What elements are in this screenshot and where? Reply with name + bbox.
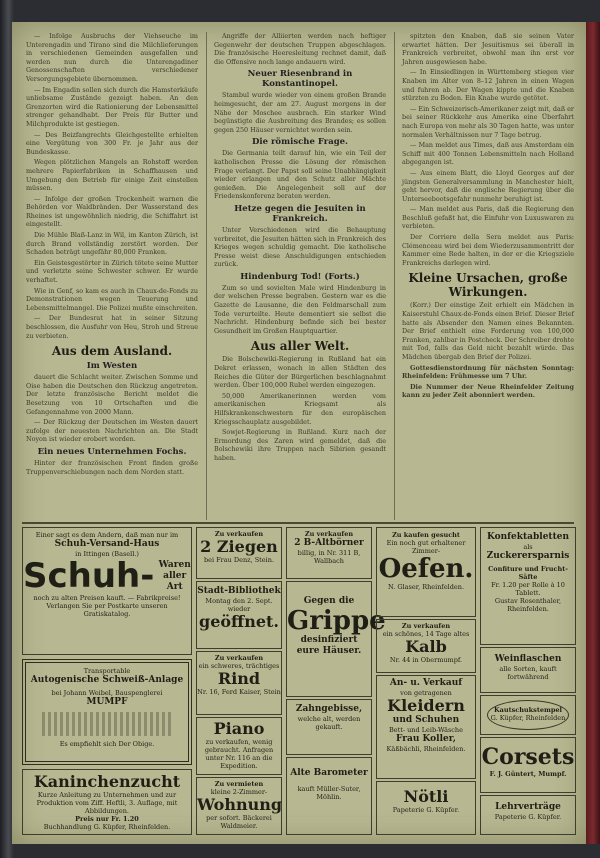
ad-text: Buchhandlung G. Küpfer, Rheinfelden. (43, 823, 171, 831)
article-text: spitzten den Knaben, daß sie seinen Vater erwartet hätten. Der Jesuitismus sei überall in Frankreich verbreitet, obwohl man ihn erst vor Jahren ausgewiesen habe. (402, 32, 574, 66)
ad-text: Frau Koller, (396, 734, 456, 744)
article-text: — Man meldet aus Paris, daß die Regierung den Beschluß gefaßt hat, die Einfuhr von Luxuswaren zu verbieten. (402, 205, 574, 231)
ad-text: F. J. Güntert, Mumpf. (489, 770, 567, 778)
ad-text: in Ittingen (Basell.) (75, 550, 139, 558)
ad-text: kauft Müller-Suter, Möhlin. (297, 785, 361, 801)
ad-text: Gustav Rosenthaler, Rheinfelden. (494, 597, 562, 613)
article-text: Unter Verschiedenen wird die Behauptung verbreitet, die Jesuiten hätten sich in Frankreich des Krieges wegen schuldig gemacht. Die katholische Presse weist diese Anschuldigungen entschieden zurück. (214, 225, 386, 269)
article-text: — Im Engadin sollen sich durch die Hamsterkäufe unliebsame Zustände gezeigt haben. An den Grenzorten wird die Rationierung der Lebensmittel strenger gehandhabt. Der Preis für Butter und Milchprodukte ist gestiegen. (26, 85, 198, 128)
ad-text: desinfiziert (300, 635, 358, 645)
subheading: Hindenburg Tod! (Forts.) (240, 271, 360, 282)
ad-stadt-bibliothek (196, 581, 282, 649)
ad-text: aller Art (163, 570, 187, 592)
book-cover-edge (586, 22, 600, 844)
article-text: — Infolge der großen Trockenheit warnen die Behörden vor Waldbränden. Der Wasserstand des Rheines ist ungewöhnlich niedrig, die Schiffahrt ist eingestellt. (26, 194, 198, 229)
ad-text: An- u. Verkauf (389, 678, 463, 688)
ad-text: Zu kaufen gesucht (392, 531, 460, 539)
article-text: — Ein Schweizerisch-Amerikaner zeigt mit, daß er bei seiner Rückkehr aus Amerika eine Überfahrt nach Europa von mehr als 30 Tagen hatte, was unter normalen Verhältnissen nur 7 Tage betrug. (402, 104, 574, 139)
ad-lehrvertraege (480, 795, 576, 835)
ad-title: Schuh- (23, 556, 155, 596)
ad-text: bei Johann Weibel, Bauspenglerei (51, 689, 163, 697)
ad-kaninchenzucht (22, 769, 192, 835)
ad-text: Es empfiehlt sich Der Obige. (59, 740, 155, 748)
ad-text: Kurze Anleitung zu Unternehmen und zur Produktion vom Ziff. Heftli, 3. Auflage, mit Abbildungen. (36, 791, 178, 815)
ad-text: Nr. 16, Ferd Kaiser, Stein (197, 688, 281, 696)
advertisements (22, 527, 578, 837)
ad-title: Grippe (287, 606, 386, 636)
ad-text: per sofort. Bäckerei Waldmeier. (206, 814, 272, 830)
ad-title: Rind (217, 669, 261, 688)
ad-text: N. Glaser, Rheinfelden. (387, 583, 465, 591)
subheading: Die römische Frage. (251, 137, 349, 148)
ad-title: geöffnet. (199, 612, 279, 631)
article-text: Hinter der französischen Front finden große Truppenverschiebungen nach dem Norden statt. (26, 458, 198, 476)
ad-price: Fr. 1.20 per Rolle à 10 Tablett. (491, 581, 565, 597)
ad-text: eure Häuser. (296, 646, 362, 656)
ad-text: Gegen die (303, 596, 355, 606)
ad-title: Alte Barometer (290, 768, 368, 778)
ad-weinflaschen (480, 647, 576, 693)
ad-text: ein schönes, 14 Tage altes (382, 630, 470, 638)
ads-divider (22, 522, 574, 524)
ad-title: Nötli (403, 787, 449, 806)
ad-rind (196, 651, 282, 715)
article-text: Die Bolschewiki-Regierung in Rußland hat ein Dekret erlassen, wonach in allen Städten des Reiches die Güter der Bürgerlichen beschlagnahmt werden. Über 100,000 Rubel werden eingezogen. (214, 355, 386, 390)
newspaper-page (12, 22, 586, 844)
article-text: — Aus einem Blatt, die Lloyd Georges auf der jüngsten Generalversammlung in Manchester hielt, geht hervor, daß die englische Regierung über die Unterseebootsgefahr nunmehr beruhigt ist. (402, 168, 574, 203)
column-2 (214, 32, 386, 520)
ad-text: als (523, 543, 533, 551)
ad-text: MUMPF (86, 697, 128, 707)
article-text: (Korr.) Der einstige Zeit erhielt ein Mädchen in Kaiserstuhl Chaux-de-Fonds einen Brief. Dieser Brief hatte als Absender den Namen eines Bekannten. Der Brief enthielt eine Forderung von 100,000 Franken, zahlbar in Postcheck. Der Schreiber drohte mit Tod, falls das Geld nicht bezahlt würde. Das Mädchen übergab den Brief der Polizei. (402, 301, 574, 361)
ad-text: Käßbächli, Rheinfelden. (386, 745, 466, 753)
ad-text: Nr. 44 in Obermumpf. (389, 656, 463, 664)
ad-title: Kleidern (387, 696, 465, 715)
ad-text: G. Küpfer, Rheinfelden (490, 714, 566, 722)
ad-text: Zu verkaufen (214, 530, 264, 538)
ad-wohnung (196, 777, 282, 835)
ad-text: von getragenen (400, 689, 452, 697)
ad-schweiss-anlage (22, 659, 192, 765)
ad-title: Schuh-Versand-Haus (54, 539, 160, 549)
article-text: — Man meldet aus Times, daß aus Amsterdam ein Schiff mit 400 Tonnen Lebensmitteln nach Holland abgegangen ist. (402, 141, 574, 167)
ad-altboerner (286, 527, 372, 579)
ad-text: Bett- und Leib-Wäsche (389, 726, 463, 734)
ad-title: 2 Ziegen (200, 537, 278, 556)
ad-title: Wohnung (197, 795, 283, 814)
ad-piano (196, 717, 282, 775)
article-text: dauert die Schlacht weiter. Zwischen Somme und Oise haben die Deutschen den Rückzug angetreten. Der letzte französische Bericht meldet die Besetzung von 10 Ortschaften und die Gefangennahme von 2000 Mann. (26, 373, 198, 416)
ad-text: Papeterie G. Küpfer. (392, 806, 460, 814)
article-text: Sowjet-Regierung in Rußland. Kurz nach der Ermordung des Zaren wird gemeldet, daß die Bolschewiki ihre Truppen nach Sibirien gesandt haben. (214, 428, 386, 462)
ad-text: billig, in Nr. 311 B, Wallbach (297, 549, 361, 565)
article-text: Angriffe der Alliierten werden nach heftiger Gegenwehr der deutschen Truppen abgeschlagen. Die französische Heeresleitung rechnet damit, daß die Offensive noch lange andauern wird. (214, 32, 386, 66)
ad-text: Zu verkaufen (304, 530, 354, 538)
ad-text: und Schuhen (392, 715, 460, 725)
ad-konfektabletten (480, 527, 576, 645)
subheading: Neuer Riesenbrand in Konstantinopel. (247, 69, 353, 90)
ad-ornament (42, 712, 172, 736)
ad-text: welche alt, werden gekauft. (297, 715, 361, 731)
ad-title: Weinflaschen (494, 654, 562, 664)
ad-text: kleine 2-Zimmer- (210, 788, 268, 796)
ad-text: Montag den 2. Sept. wieder (205, 597, 273, 613)
article-text: Wie in Genf, so kam es auch in Chaux-de-Fonds zu Demonstrationen wegen Teuerung und Lebensmittelmangel. Die Polizei mußte einschreiten. (26, 286, 198, 312)
ad-text: Zu vermieten (214, 780, 264, 788)
ad-kalb (376, 619, 476, 673)
subheading: Hetze gegen die Jesuiten in Frankreich. (234, 203, 366, 224)
ad-text: Confiture und Frucht-Säfte (488, 565, 568, 581)
article-text: Zum so und sovielten Male wird Hindenburg in der welschen Presse begraben. Gestern war es die Gazette de Lausanne, die den Feldmarschall zum Tode verurteilte. Heute dementiert sie selbst die Nachricht. Hindenburg befinde sich bei bester Gesundheit im Großen Hauptquartier. (214, 283, 386, 335)
article-text: — Der Bundesrat hat in seiner Sitzung beschlossen, die Ausfuhr von Heu, Stroh und Streue zu verbieten. (26, 314, 198, 340)
ad-title: Stadt-Bibliothek (197, 586, 281, 596)
ad-text: Waren (158, 559, 191, 570)
ad-title: Konfektabletten (486, 532, 569, 542)
column-3 (402, 32, 574, 520)
article-text: 50,000 Amerikanerinnen werden vom amerikanischen Kriegsamt als Hilfskrankenschwestern für den europäischen Kriegsschauplatz ausgebildet. (214, 391, 386, 426)
article-text: — Infolge Ausbruchs der Viehseuche im Unterengadin und Tirano sind die Milchlieferungen in verschiedenen Gemeinden ausgefallen und werden nun durch die Unterengadiner Genossenschaften verschiedener Versorgungsgebiete übernommen. (26, 32, 198, 83)
ad-barometer (286, 757, 372, 835)
article-text: Die Germania teilt darauf hin, wie ein Teil der katholischen Presse die Lösung der römischen Frage verlangt. Der Papst soll seine Unabhängigkeit wieder erlangen und den Schutz aller Mächte genießen. Die Angelegenheit soll auf der Friedenskonferenz beraten werden. (214, 149, 386, 201)
ad-title: Autogenische Schweiß-Anlage (30, 675, 184, 685)
subheading: Im Westen (86, 361, 138, 372)
ad-title: Kautschukstempel (494, 706, 562, 714)
ad-ziegen (196, 527, 282, 579)
ad-title: Kaninchenzucht (33, 772, 181, 791)
ad-title: 2 B-Altbörner (294, 538, 364, 548)
ad-zahngebisse (286, 699, 372, 755)
ad-text: alle Sorten, kauft fortwährend (499, 665, 557, 681)
ad-title: Oefen. (378, 554, 474, 584)
ad-grippe (286, 581, 386, 697)
ad-title: Piano (213, 719, 265, 738)
ad-text: zu verkaufen, wenig gebraucht. Anfragen unter Nr. 116 an die Expedition. (204, 738, 274, 770)
ad-title: Zahngebisse, (295, 704, 363, 714)
column-rule (206, 32, 207, 520)
article-text: — Der Rückzug der Deutschen im Westen dauert zufolge der neuesten Nachrichten an. Die Stadt Noyon ist wieder erobert worden. (26, 418, 198, 444)
article-text: Ein Geistesgestörter in Zürich tötete seine Mutter und verletzte seine Schwester schwer. Er wurde verhaftet. (26, 258, 198, 285)
column-rule (394, 32, 395, 520)
article-columns (26, 32, 574, 520)
ad-title: Corsets (481, 744, 575, 770)
ad-text: Ein noch gut erhaltener Zimmer- (386, 539, 466, 555)
ad-text: Zu verkaufen (214, 654, 264, 662)
ad-text: bei Frau Denz, Stein. (204, 556, 274, 564)
ad-text: Zu verkaufen (401, 622, 451, 630)
ad-title: Zuckerersparnis (486, 551, 570, 561)
ad-text: Papeterie G. Küpfer. (494, 813, 562, 821)
article-text: Gottesdienstordnung für nächsten Sonntag: Rheinfelden: Frühmesse um 7 Uhr. (402, 363, 574, 381)
ad-text: ein schweres, trächtiges (198, 662, 280, 670)
ad-noetli (376, 781, 476, 835)
article-text: Wegen plötzlichen Mangels an Rohstoff werden mehrere Papierfabriken in Schaffhausen und Umgebung den Betrieb für einige Zeit einstellen müssen. (26, 158, 198, 193)
article-text: Die Nummer der Neue Rheinfelder Zeitung kann zu jeder Zeit abonniert werden. (402, 382, 574, 400)
subheading: Ein neues Unternehmen Fochs. (37, 446, 187, 457)
section-heading: Aus dem Ausland. (51, 344, 173, 359)
ad-kautschukstempel (480, 695, 576, 735)
ad-text: noch zu alten Preisen kauft. — Fabrikpreise! Verlangen Sie per Postkarte unseren Gratiskatalog. (33, 594, 181, 618)
column-1 (26, 32, 198, 520)
stamp-oval (487, 700, 569, 730)
ad-text: Transportable (83, 667, 131, 675)
section-heading: Kleine Ursachen, große Wirkungen. (408, 271, 568, 300)
ad-oefen (376, 527, 476, 617)
article-text: — Des Beizfangrechts Gleichgestellte erhielten eine Vergütung von 300 Fr. je Jahr aus der Bundeskasse. (26, 130, 198, 156)
article-text: Der Corriere della Sera meldet aus Paris: Clémenceau wird bei dem Wiederzusammentritt der Kammer eine Rede halten, in der er die Kriegsziele Frankreichs darlegen wird. (402, 233, 574, 267)
ad-kleider (376, 675, 476, 779)
ad-text: Einer sagt es dem Andern, daß man nur im (35, 531, 179, 539)
article-text: — In Einsiedlingen in Württemberg stiegen vier Knaben im Alter von 8–12 Jahren in einen Wagen und fuhren ab. Der Wagen kippte und die Knaben stürzten zu Boden. Ein Knabe wurde getötet. (402, 68, 574, 103)
ad-corsets (480, 737, 576, 793)
article-text: Die Mühle Blaß-Lanz in Wil, im Kanton Zürich, ist durch Brand vollständig zerstört worden. Der Schaden beträgt ungefähr 80,000 Franken. (26, 231, 198, 257)
ad-title: Lehrverträge (495, 802, 561, 812)
ad-title: Kalb (405, 637, 447, 656)
ad-price: Preis nur Fr. 1.20 (75, 815, 139, 823)
section-heading: Aus aller Welt. (250, 339, 350, 354)
article-text: Stambul wurde wieder von einem großen Brande heimgesucht, der am 27. August morgens in der Nähe der Moschee ausbrach. Ein starker Wind begünstigte die Ausbreitung des Brandes; es sollen gegen 250 Häuser vernichtet worden sein. (214, 91, 386, 134)
ad-schuh-versand (22, 527, 192, 655)
